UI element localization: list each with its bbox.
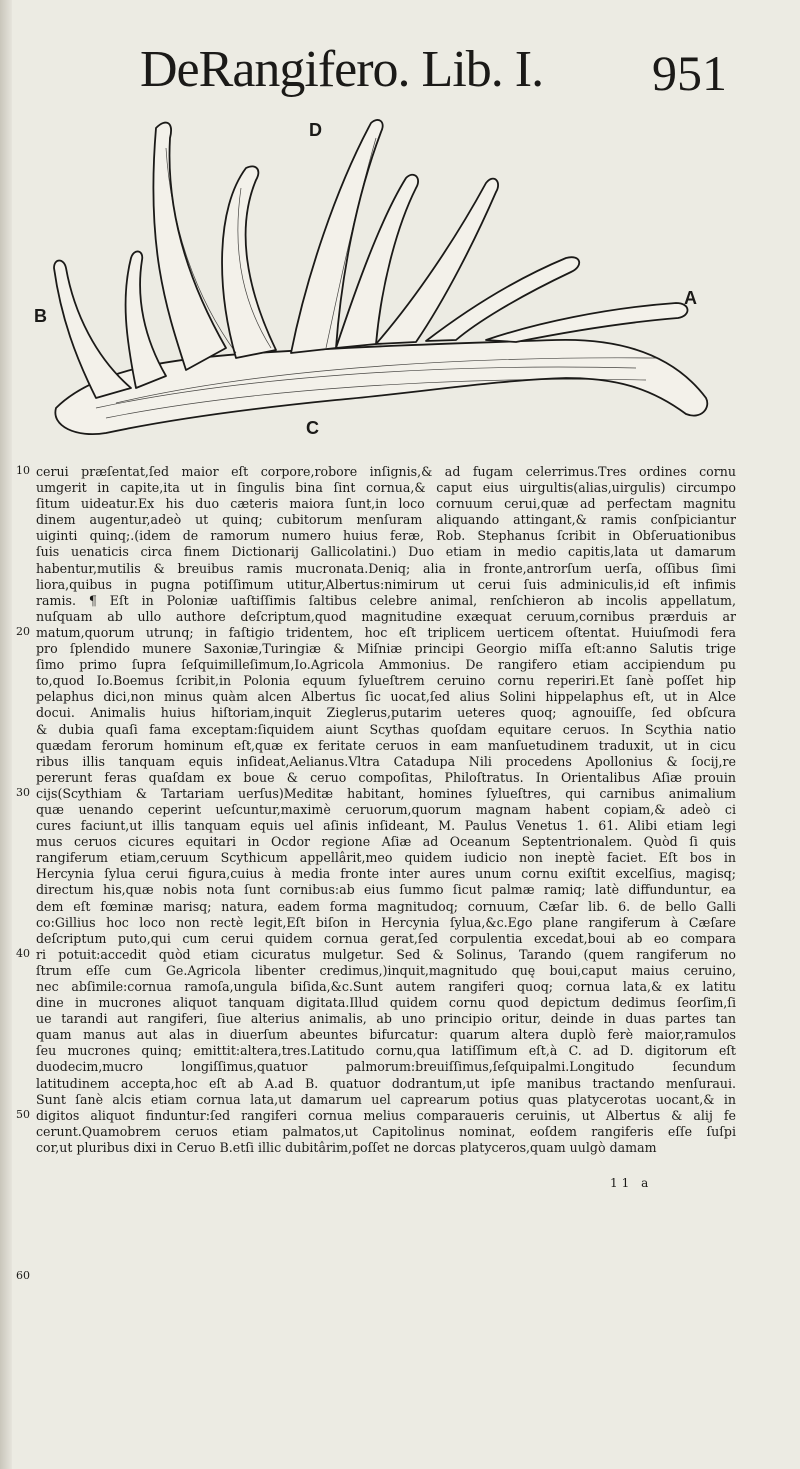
figure-label-c: C xyxy=(306,418,319,438)
text-line: quæ uenando ceperint ueſcuntur,maximè ceruorum,quorum magnam habent copiam,& adeò ci xyxy=(36,801,736,817)
text-line: directum his,quæ nobis nota ſunt cornibus:ab eius ſummo ſicut palmæ ramiq; latè diffunduntur, ea xyxy=(36,882,736,898)
antler-illustration xyxy=(36,108,726,453)
text-line: docui. Animalis huius hiſtoriam,inquit Zieglerus,putarim ueteres quoq; agnouiſſe, ſed obſcura xyxy=(36,705,736,721)
text-line: matum,quorum utrunq; in faſtigio tridentem, hoc eſt triplicem uerticem oſtentat. Huiuſmodi fera xyxy=(36,624,736,640)
text-line: & dubia quaſi fama exceptam:ſiquidem aiunt Scythas quoſdam equitare ceruos. In Scythia natio xyxy=(36,721,736,737)
folio-number: 951 xyxy=(652,45,727,101)
margin-line-number: 50 xyxy=(16,1108,30,1121)
text-line: liora,quibus in pugna potiſſimum utitur,Albertus:nimirum ut cerui ſuis adminiculis,id eſt infimis xyxy=(36,576,736,592)
antler-tine-7 xyxy=(486,303,688,342)
text-line: cijs(Scythiam & Tartariam uerſus)Meditæ habitant, homines ſylueſtres, qui carnibus animalium xyxy=(36,785,736,801)
text-line: cerui præſentat,ſed maior eſt corpore,robore inſignis,& ad fugam celerrimus.Tres ordines cornu xyxy=(36,464,736,479)
antler-tine-2 xyxy=(222,166,276,358)
margin-line-number: 10 xyxy=(16,464,30,477)
signature-mark: 11 a xyxy=(610,1176,653,1190)
text-line: cerunt.Quamobrem ceruos etiam palmatos,ut Capitolinus nominat, eoſdem rangiferis eſſe ſuſpi xyxy=(36,1123,736,1139)
text-line: pelaphus dici,non minus quàm alcen Albertus ſic uocat,ſed alius Solini hippelaphus eſt, ut in Alce xyxy=(36,689,736,705)
margin-line-number: 60 xyxy=(16,1269,30,1282)
text-line: ſtrum eſſe cum Ge.Agricola libenter credimus,)inquit,magnitudo quę boui,caput maius ceruino, xyxy=(36,962,736,978)
text-line: dinem augentur,adeò ut quinq; cubitorum menſuram aliquando attingant,& ramis conſpiciantur xyxy=(36,512,736,528)
text-line: rangiferum etiam,ceruum Scythicum appellârit,meo quidem iudicio non ineptè faciet. Eſt bos in xyxy=(36,850,736,866)
figure-label-d: D xyxy=(309,120,322,140)
text-line: mus ceruos cicures equitari in Ocdor regione Aſiæ ad Oceanum Septentrionalem. Quòd ſi quis xyxy=(36,834,736,850)
text-line: deſcriptum puto,qui cum cerui quidem cornua gerat,ſed corpulentia excedat,boui ab eo compara xyxy=(36,930,736,946)
text-line: pererunt feras quaſdam ex boue & ceruo compoſitas, Philoſtratus. In Orientalibus Aſiæ prouin xyxy=(36,769,736,785)
text-line: quædam ferorum hominum eſt,quæ ex feritate ceruos in eam manſuetudinem traduxit, ut in cicu xyxy=(36,737,736,753)
text-line: cor,ut pluribus dixi in Ceruo B.etſi illic dubitârim,poſſet ne dorcas platyceros,quam uulgò damam xyxy=(36,1139,657,1155)
text-line: nec abſimile:cornua ramoſa,ungula biſida,&c.Sunt autem rangiferi quoq; cornua lata,& ex latitu xyxy=(36,979,736,994)
text-line: ue tarandi aut rangiferi, ſiue alterius animalis, ab uno principio oritur, deinde in duas partes tan xyxy=(36,1011,736,1027)
text-line: cures faciunt,ut illis tanquam equis uel aſinis inſideant, M. Paulus Venetus 1. 61. Alibi etiam legi xyxy=(36,818,736,834)
figure-label-b: B xyxy=(34,306,47,326)
text-line: co:Gillius hoc loco non rectè legit,Eſt biſon in Hercynia ſylua,&c.Ego plane rangiferum à Cæſare xyxy=(36,914,736,930)
text-line: digitos aliquot finduntur:ſed rangiferi cornua melius comparaueris ceruinis, ut Albertus & alij fe xyxy=(36,1107,736,1123)
text-line: dem eſt fœminæ marisq; natura, eadem forma magnitudoq; cornuum, Cæſar lib. 6. de bello Galli xyxy=(36,898,736,914)
text-line: to,quod Io.Boemus ſcribit,in Polonia equum ſylueſtrem ceruino cornu reperiri.Et ſanè poſſet hip xyxy=(36,673,736,689)
text-line: ribus illis tanquam equis inſideat,Aelianus.Vltra Catadupa Nili procedens Apollonius & ſocij,re xyxy=(36,753,736,769)
text-line: ſeu mucrones quinq; emittit:altera,tres.Latitudo cornu,qua latiſſimum eſt,à C. ad D. digitorum eſt xyxy=(36,1043,736,1059)
margin-line-number: 40 xyxy=(16,947,30,960)
body-text xyxy=(36,464,736,1156)
text-line: ſimo primo ſupra ſeſquimilleſimum,Io.Agricola Ammonius. De rangifero etiam accipiendum pu xyxy=(36,657,736,673)
figure-label-a: A xyxy=(684,288,697,308)
text-line: dine in mucrones aliquot tanquam digitata.Illud quidem cornu quod depictum dedimus ſeorſim,ſi xyxy=(36,995,736,1011)
text-line: uiginti quinq;.(idem de ramorum numero huius feræ, Rob. Stephanus ſcribit in Obſeruationibus xyxy=(36,528,736,544)
text-line: ramis. ¶ Eſt in Poloniæ uaſtiſſimis ſaltibus celebre animal, renſchieron ab incolis appellatum, xyxy=(36,592,736,608)
running-title: DeRangifero. Lib. I. xyxy=(140,41,544,98)
text-line: Hercynia ſylua cerui figura,cuius à media fronte inter aures unum cornu exiſtit excelſius, magisq; xyxy=(36,866,736,882)
text-line: Sunt ſanè alcis etiam cornua lata,ut damarum uel caprearum potius quas platycerotas uocant,& in xyxy=(36,1091,736,1107)
text-line: pro ſplendido munere Saxoniæ,Turingiæ & Miſniæ principi Georgio miſſa eſt:anno Salutis trige xyxy=(36,641,736,657)
antler-woodcut xyxy=(36,108,726,453)
running-header xyxy=(140,40,740,110)
text-line: nuſquam ab ullo authore deſcriptum,quod magnitudine exæquat ceruum,cornibus prærduis ar xyxy=(36,608,736,624)
text-line: ſuis uenaticis circa finem Dictionarij Gallicolatini.) Duo etiam in medio capitis,lata ut damarum xyxy=(36,544,736,560)
text-line: ſitum uideatur.Ex his duo cæteris maiora ſunt,in loco cornuum cerui,quæ ad perfectam magnitu xyxy=(36,496,736,512)
text-line: quam manus aut alas in diuerſum abeuntes bifurcatur: quarum altera duplò ferè maior,ramulos xyxy=(36,1027,736,1043)
text-line: ri potuit:accedit quòd etiam cicuratus mulgetur. Sed & Solinus, Tarando (quem rangiferum no xyxy=(36,946,736,962)
text-line: umgerit in capite,ita ut in ſingulis bina ſint cornua,& caput eius uirgultis(alias,uirgulis) circumpo xyxy=(36,480,736,496)
text-line: latitudinem accepta,hoc eſt ab A.ad B. quatuor dodrantum,ut ipſe manibus tractando menſuraui. xyxy=(36,1075,736,1091)
text-line: duodecim,mucro longiſſimus,quatuor palmorum:breuiſſimus,ſeſquipalmi.Longitudo ſecundum xyxy=(36,1059,736,1075)
antler-tine-1 xyxy=(153,123,226,370)
antler-tine-8 xyxy=(54,261,131,399)
text-line: habentur,mutilis & breuibus ramis mucronata.Deniq; alia in fronte,antrorſum uerſa, oſſibus ſimi xyxy=(36,560,736,576)
page-edge xyxy=(0,0,12,1469)
margin-line-number: 20 xyxy=(16,625,30,638)
margin-line-number: 30 xyxy=(16,786,30,799)
